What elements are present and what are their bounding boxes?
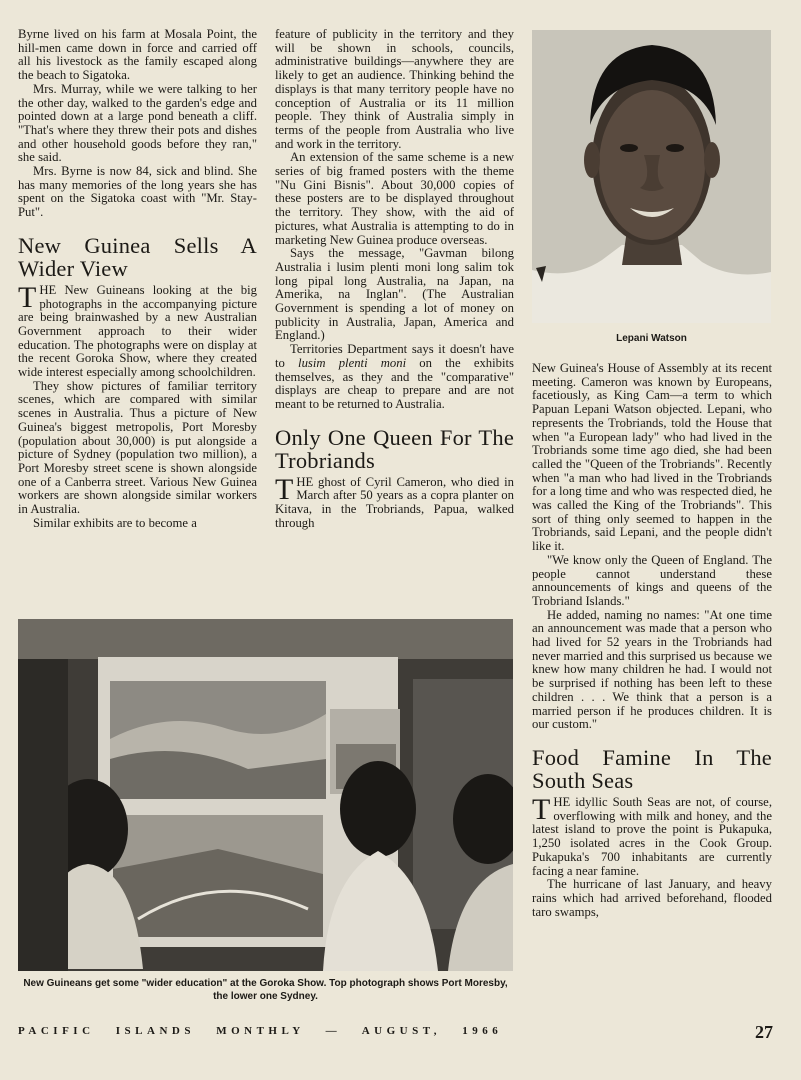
exhibit-illustration [18, 619, 513, 971]
article-column-1 [18, 28, 257, 531]
paragraph-lead [532, 792, 772, 878]
portrait-illustration [532, 30, 771, 323]
paragraph: feature of publicity in the territory and they will be shown in schools, councils, administrative buildings—anywhere they are likely to get an audience. Thinking behind the displays is that many territory people have no conception of Australia or its 11 million people. They think of Australia simply in terms of the people from Australia who live and work in the territory. [275, 27, 514, 151]
paragraph-lead [18, 280, 257, 380]
portrait-caption: Lepani Watson [616, 333, 687, 344]
paragraph: He added, naming no names: "At one time an announcement was made that a person who had lived for 52 years in the Trobriands had never married and this surprised us because we knew how many children he had. I would not be surprised if nothing has been left to these children . . . We think that a person is a married person if he produces children. It is our custom." [532, 607, 772, 732]
paragraph: "We know only the Queen of England. The people cannot understand these announcements of kings and queens of the Trobriand Islands." [532, 552, 772, 608]
paragraph: Mrs. Byrne is now 84, sick and blind. She has many memories of the long years she has spent on the Sigatoka coast with "Mr. Stay-Put". [18, 164, 257, 220]
paragraph: Byrne lived on his farm at Mosala Point, the hill-men came down in force and carried off all his livestock as the family escaped along the beach to Sigatoka. [18, 27, 257, 83]
paragraph-text: HE New Guineans looking at the big photographs in the accompanying picture are being brainwashed by a new Australian Government approach to their wider education. The photographs were on display at the recent Goroka Show, where they created wide interest especially among schoolchildren. [18, 282, 257, 380]
paragraph: Says the message, "Gavman bilong Australia i lusim plenti moni long salim tok long pipal long Australia, na Japan, na Amerika, na Inglan". (The Australian Government is spending a lot of money on publicity in Australia, Japan, America and England.) [275, 246, 514, 343]
paragraph-text: on the exhibits themselves, as they and the "comparative" displays are cheap to prepare and are not meant to be returned to Australia. [275, 355, 514, 411]
drop-cap: T [532, 792, 551, 826]
page-number: 27 [755, 1022, 773, 1042]
headline-only-one-queen: Only One Queen For The Trobriands [275, 424, 514, 473]
paragraph: An extension of the same scheme is a new series of big framed posters with the theme "Nu Gini Bisnis". About 30,000 copies of these posters are to be displayed throughout the territory. They show, with the aid of pictures, what Australia is attempting to do in marketing New Guinea produce overseas. [275, 150, 514, 247]
portrait-photo [532, 30, 771, 323]
page-footer [18, 1022, 773, 1044]
paragraph: The hurricane of last January, and heavy rains which had arrived beforehand, flooded taro swamps, [532, 877, 772, 919]
paragraph: New Guinea's House of Assembly at its recent meeting. Cameron was known by Europeans, facetiously, as King Cam—a term to which Papuan Lepani Watson objected. Lepani, who represents the Trobriands, told the House that when "a European lady" who had lived in the Trobriands some time ago died, she had been called the "Queen of the Trobriands". Recently when "a man who had lived in the Trobriands for a long time and who was respected died, he was called the King of the Trobriands". This sort of thing only seemed to happen in the Trobriands, said Lepani, and the people didn't like it. [532, 361, 772, 554]
exhibit-photo [18, 619, 513, 971]
publication-line: PACIFIC ISLANDS MONTHLY — AUGUST, 1966 [18, 1025, 503, 1037]
headline-new-guinea-sells: New Guinea Sells A Wider View [18, 232, 257, 281]
article-column-2 [275, 28, 514, 531]
paragraph: Mrs. Murray, while we were talking to her the other day, walked to the garden's edge and pointed down at a large pond beneath a cliff. "That's where they threw their pots and dishes and other household goods before they ran," she said. [18, 81, 257, 165]
drop-cap: T [275, 472, 294, 506]
paragraph-lead [275, 472, 514, 531]
emphasis-text: lusim plenti moni [298, 355, 407, 370]
paragraph [275, 343, 514, 412]
drop-cap: T [18, 280, 37, 314]
paragraph-text: HE ghost of Cyril Cameron, who died in March after 50 years as a copra planter on Kitava, in the Trobriands, Papua, walked through [275, 474, 514, 530]
headline-food-famine: Food Famine In The South Seas [532, 744, 772, 793]
exhibit-caption: New Guineans get some "wider education" at the Goroka Show. Top photograph shows Port Moresby, the lower one Sydney. [23, 978, 508, 1002]
paragraph-text: HE idyllic South Seas are not, of course, overflowing with milk and honey, and the latest island to prove the point is Pukapuka, 1,250 isolated acres in the Cook Group. Pukapuka's 700 inhabitants are currently facing a near famine. [532, 794, 772, 878]
paragraph-text: Territories Department says it doesn't have to [275, 342, 514, 370]
paragraph: They show pictures of familiar territory scenes, which are compared with similar scenes in Australia. Thus a picture of New Guinea's biggest metropolis, Port Moresby (population about 30,000) is put alongside a picture of Sydney (population two million), a Port Moresby street scene is shown alongside one of a Canberra street. Various New Guinea workers are shown alongside similar workers in Australia. [18, 378, 257, 517]
article-column-3 [532, 362, 772, 919]
paragraph: Similar exhibits are to become a [33, 515, 197, 530]
